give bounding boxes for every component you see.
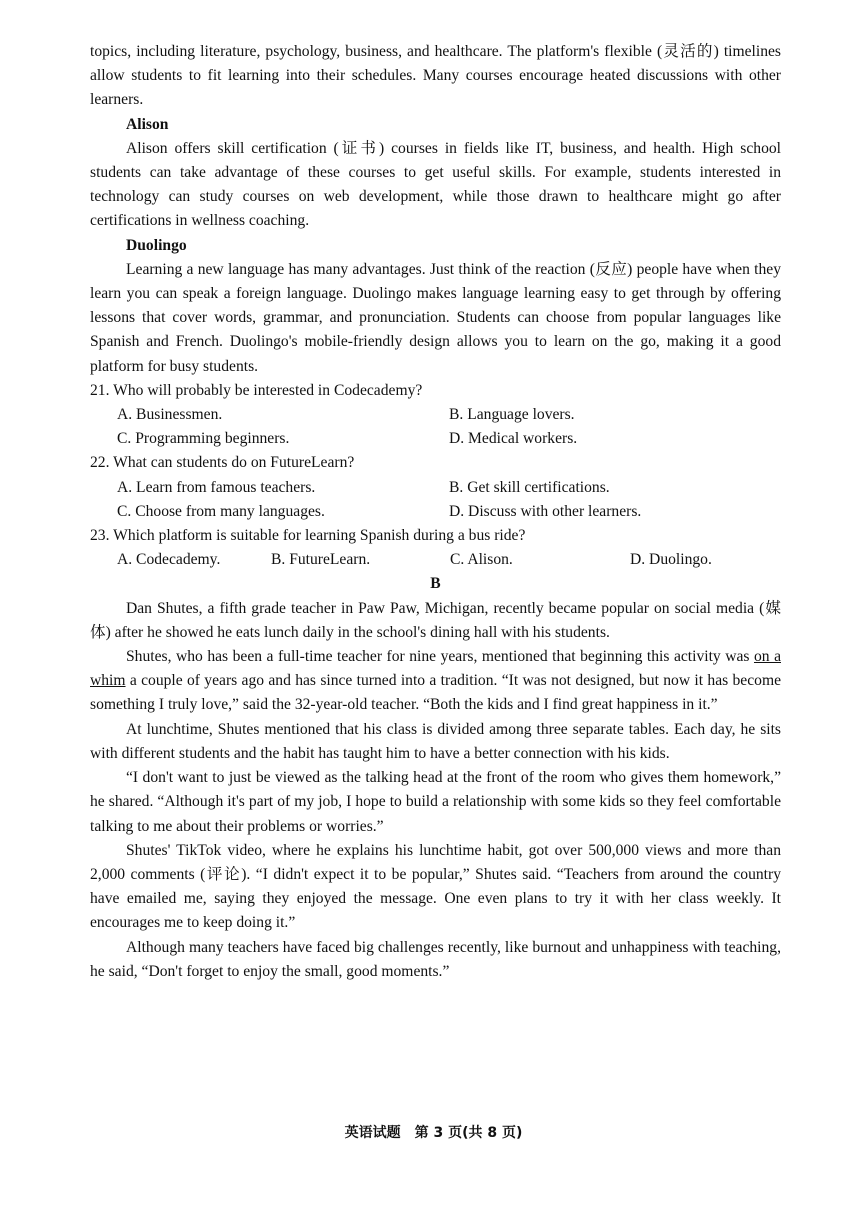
option-c: C. Programming beginners. <box>117 430 290 448</box>
option-b: B. Get skill certifications. <box>449 478 610 496</box>
option-d: D. Discuss with other learners. <box>449 502 642 520</box>
duolingo-heading: Duolingo <box>126 236 187 254</box>
page-footer: 英语试题 第 3 页(共 8 页) <box>344 1125 523 1141</box>
alison-heading: Alison <box>126 115 169 133</box>
passage-b-paragraph-2 <box>90 645 781 718</box>
passage-b-paragraph-1: Dan Shutes, a fifth grade teacher in Paw Paw, Michigan, recently became popular on social media (媒体) after he showed he eats lunch daily in the school's dining hall with his students. <box>90 599 781 641</box>
question-stem: 21. Who will probably be interested in Codecademy? <box>90 381 423 399</box>
option-b: B. FutureLearn. <box>271 551 371 569</box>
option-b: B. Language lovers. <box>449 406 575 424</box>
passage-b-paragraph-5: Shutes' TikTok video, where he explains his lunchtime habit, got over 500,000 views and more than 2,000 comments (评论). “I didn't expect it to be popular,” Shutes said. “Teachers from around the country have emailed me, saying they enjoyed the message. One even plans to try it with her class weekly. It encourages me to keep doing it.” <box>90 841 781 932</box>
question-22 <box>90 451 781 524</box>
question-stem: 22. What can students do on FutureLearn? <box>90 454 355 472</box>
option-c: C. Alison. <box>450 551 513 569</box>
option-a: A. Codecademy. <box>117 551 221 569</box>
option-d: D. Medical workers. <box>449 430 578 448</box>
question-21 <box>90 379 781 452</box>
underlined-phrase: on a whim <box>90 648 781 690</box>
option-a: A. Learn from famous teachers. <box>117 478 316 496</box>
option-d: D. Duolingo. <box>630 551 712 569</box>
option-a: A. Businessmen. <box>117 406 223 424</box>
duolingo-paragraph: Learning a new language has many advantages. Just think of the reaction (反应) people have when they learn you can speak a foreign language. Duolingo makes language learning easy to get through by offering lessons that cover words, grammar, and pronunciation. Students can choose from popular languages like Spanish and French. Duolingo's mobile-friendly design allows you to learn on the go, making it a good platform for busy students. <box>90 260 781 375</box>
option-c: C. Choose from many languages. <box>117 502 325 520</box>
passage-b-paragraph-6: Although many teachers have faced big challenges recently, like burnout and unhappiness with teaching, he said, “Don't forget to enjoy the small, good moments.” <box>90 938 781 980</box>
paragraph-text: a couple of years ago and has since turned into a tradition. “It was not designed, but now it has become something I truly love,” said the 32-year-old teacher. “Both the kids and I find great happiness in it.” <box>90 672 781 714</box>
passage-b-paragraph-4: “I don't want to just be viewed as the talking head at the front of the room who gives them homework,” he shared. “Although it's part of my job, I hope to build a relationship with some kids so they feel comfortable talking to me about their problems or worries.” <box>90 769 781 835</box>
passage-b-paragraph-3: At lunchtime, Shutes mentioned that his class is divided among three separate tables. Each day, he sits with different students and the habit has taught him to have a better connection with his kids. <box>90 720 781 762</box>
question-stem: 23. Which platform is suitable for learning Spanish during a bus ride? <box>90 527 526 545</box>
passage-a-intro: topics, including literature, psychology, business, and healthcare. The platform's flexible (灵活的) timelines allow students to fit learning into their schedules. Many courses encourage heated discussions with other learners. <box>90 43 781 109</box>
question-23 <box>90 524 781 572</box>
exam-page <box>90 40 781 984</box>
alison-paragraph: Alison offers skill certification (证书) courses in fields like IT, business, and health. High school students can take advantage of these courses to get useful skills. For example, students interested in technology can study courses on web development, while those drawn to healthcare might go after certifications in wellness coaching. <box>90 139 781 230</box>
passage-b-label: B <box>430 575 441 593</box>
paragraph-text: Shutes, who has been a full-time teacher for nine years, mentioned that beginning this activity was <box>126 648 754 666</box>
